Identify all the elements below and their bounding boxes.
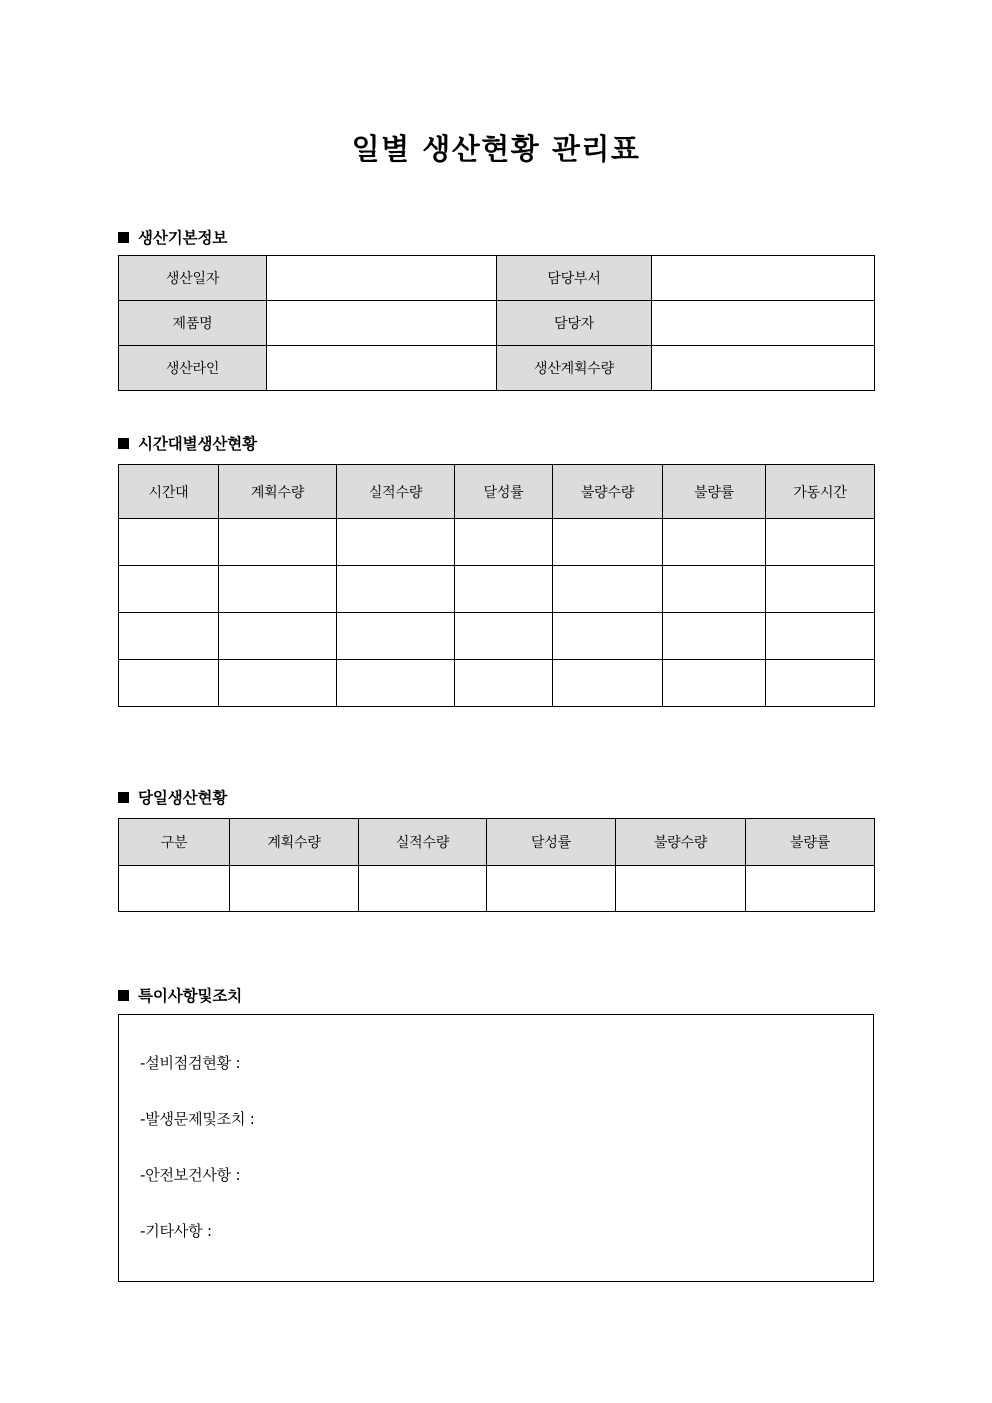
field-label-production-date: 생산일자 (119, 256, 267, 301)
table-row (119, 346, 875, 391)
column-header-defect-qty: 불량수량 (616, 819, 746, 866)
table-row (119, 301, 875, 346)
cell-operating-time[interactable] (766, 566, 875, 613)
table-row (119, 660, 875, 707)
section-heading-basic-info (118, 226, 227, 248)
field-value-product-name[interactable] (267, 301, 497, 346)
cell-defect-rate[interactable] (663, 566, 766, 613)
column-header-actual-qty: 실적수량 (359, 819, 487, 866)
table-row (119, 613, 875, 660)
cell-achievement-rate[interactable] (455, 613, 553, 660)
cell-defect-qty[interactable] (553, 660, 663, 707)
square-bullet-icon (118, 990, 129, 1001)
field-value-production-date[interactable] (267, 256, 497, 301)
cell-defect-qty[interactable] (553, 613, 663, 660)
cell-achievement-rate[interactable] (455, 660, 553, 707)
cell-time-slot[interactable] (119, 660, 219, 707)
remarks-textarea[interactable] (118, 1014, 874, 1282)
table-header-row (119, 819, 875, 866)
section-heading-hourly-status (118, 432, 257, 454)
section-heading-label: 특이사항및조치 (138, 987, 243, 1005)
cell-actual-qty[interactable] (337, 566, 455, 613)
cell-achievement-rate[interactable] (455, 519, 553, 566)
field-value-production-line[interactable] (267, 346, 497, 391)
cell-defect-qty[interactable] (553, 519, 663, 566)
field-label-production-line: 생산라인 (119, 346, 267, 391)
cell-time-slot[interactable] (119, 566, 219, 613)
cell-operating-time[interactable] (766, 660, 875, 707)
cell-actual-qty[interactable] (337, 519, 455, 566)
cell-defect-qty[interactable] (553, 566, 663, 613)
page-title: 일별 생산현황 관리표 (351, 132, 641, 166)
cell-time-slot[interactable] (119, 613, 219, 660)
cell-time-slot[interactable] (119, 519, 219, 566)
column-header-achievement-rate: 달성률 (455, 465, 553, 519)
remark-item-other: -기타사항 : (140, 1222, 212, 1240)
cell-defect-qty[interactable] (616, 866, 746, 912)
section-heading-daily-status (118, 786, 227, 808)
cell-planned-qty[interactable] (219, 613, 337, 660)
remark-item-equipment-inspection: -설비점검현황 : (140, 1054, 241, 1072)
cell-actual-qty[interactable] (359, 866, 487, 912)
hourly-status-table (118, 464, 875, 707)
table-row (119, 866, 875, 912)
cell-operating-time[interactable] (766, 613, 875, 660)
column-header-achievement-rate: 달성률 (487, 819, 616, 866)
table-header-row (119, 465, 875, 519)
column-header-time-slot: 시간대 (119, 465, 219, 519)
column-header-planned-qty: 계획수량 (219, 465, 337, 519)
cell-operating-time[interactable] (766, 519, 875, 566)
field-value-department[interactable] (652, 256, 875, 301)
cell-defect-rate[interactable] (663, 613, 766, 660)
remark-item-safety-health: -안전보건사항 : (140, 1166, 241, 1184)
column-header-category: 구분 (119, 819, 230, 866)
cell-planned-qty[interactable] (219, 566, 337, 613)
section-heading-label: 시간대별생산현황 (138, 435, 257, 453)
column-header-planned-qty: 계획수량 (230, 819, 359, 866)
section-heading-label: 당일생산현황 (138, 789, 228, 807)
square-bullet-icon (118, 232, 129, 243)
table-row (119, 566, 875, 613)
column-header-defect-rate: 불량률 (746, 819, 875, 866)
table-row (119, 519, 875, 566)
field-value-planned-quantity[interactable] (652, 346, 875, 391)
square-bullet-icon (118, 792, 129, 803)
cell-achievement-rate[interactable] (487, 866, 616, 912)
cell-planned-qty[interactable] (219, 519, 337, 566)
cell-actual-qty[interactable] (337, 660, 455, 707)
field-label-product-name: 제품명 (119, 301, 267, 346)
column-header-actual-qty: 실적수량 (337, 465, 455, 519)
section-heading-remarks (118, 984, 242, 1006)
section-heading-label: 생산기본정보 (138, 229, 228, 247)
field-label-planned-quantity: 생산계획수량 (497, 346, 652, 391)
cell-actual-qty[interactable] (337, 613, 455, 660)
cell-defect-rate[interactable] (746, 866, 875, 912)
basic-info-table (118, 255, 875, 391)
square-bullet-icon (118, 438, 129, 449)
column-header-defect-qty: 불량수량 (553, 465, 663, 519)
cell-planned-qty[interactable] (219, 660, 337, 707)
cell-achievement-rate[interactable] (455, 566, 553, 613)
table-row (119, 256, 875, 301)
column-header-defect-rate: 불량률 (663, 465, 766, 519)
remark-item-issues-and-actions: -발생문제및조치 : (140, 1110, 255, 1128)
daily-status-table (118, 818, 875, 912)
field-value-manager[interactable] (652, 301, 875, 346)
cell-defect-rate[interactable] (663, 660, 766, 707)
cell-planned-qty[interactable] (230, 866, 359, 912)
cell-category[interactable] (119, 866, 230, 912)
field-label-manager: 담당자 (497, 301, 652, 346)
field-label-department: 담당부서 (497, 256, 652, 301)
cell-defect-rate[interactable] (663, 519, 766, 566)
column-header-operating-time: 가동시간 (766, 465, 875, 519)
